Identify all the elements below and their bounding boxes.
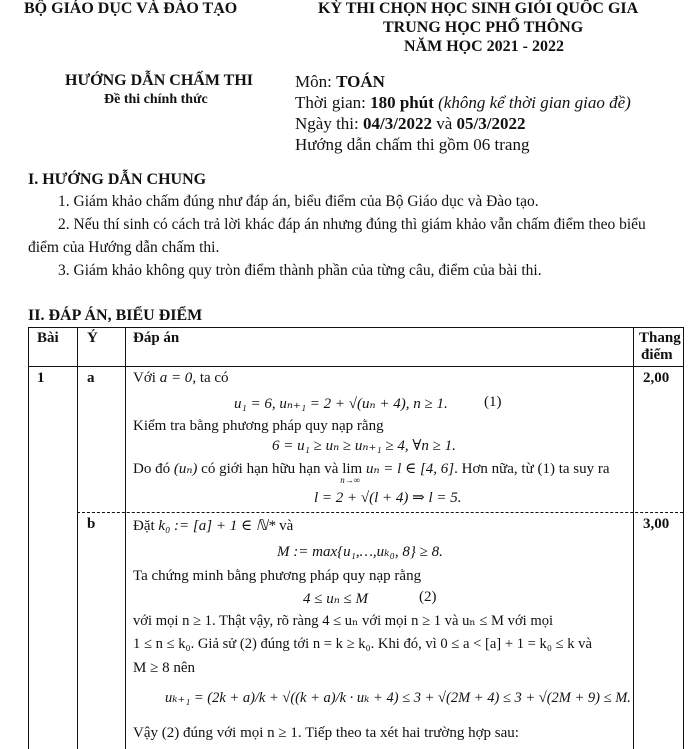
row2-eq1: M := max{u₁,…,uₖ₀, 8} ≥ 8. bbox=[277, 544, 443, 560]
section1-item3: 3. Giám khảo không quy tròn điểm thành phần của từng câu, điểm của bài thi. bbox=[58, 262, 542, 279]
pages-line: Hướng dẫn chấm thi gồm 06 trang bbox=[295, 135, 530, 154]
col-divider bbox=[125, 328, 126, 749]
row2-eq2: 4 ≤ uₙ ≤ M bbox=[303, 591, 369, 607]
row1-eq2: 6 = u₁ ≥ uₙ ≥ uₙ₊₁ ≥ 4, ∀n ≥ 1. bbox=[272, 438, 456, 454]
col-divider bbox=[633, 328, 634, 749]
row2-line9: Vậy (2) đúng với mọi n ≥ 1. Tiếp theo ta xét hai trường hợp sau: bbox=[133, 725, 519, 741]
exam-year: NĂM HỌC 2021 - 2022 bbox=[404, 38, 564, 55]
row-divider-dashed bbox=[77, 512, 683, 513]
time-line: Thời gian: 180 phút (không kể thời gian giao đề) bbox=[295, 93, 631, 112]
row2-score: 3,00 bbox=[643, 516, 670, 532]
row2-line3: Ta chứng minh bằng phương pháp quy nạp rằng bbox=[133, 568, 422, 584]
row1-eq1: u₁ = 6, uₙ₊₁ = 2 + √(uₙ + 4), n ≥ 1. bbox=[234, 396, 448, 412]
row2-line5: với mọi n ≥ 1. Thật vậy, rõ ràng 4 ≤ uₙ với mọi n ≥ 1 và uₙ ≤ M với mọi bbox=[133, 613, 554, 629]
col-header-dapan: Đáp án bbox=[133, 330, 180, 346]
section1-item2a: 2. Nếu thí sinh có cách trả lời khác đáp án nhưng đúng thì giám khảo vẫn chấm điểm theo biểu bbox=[58, 216, 646, 233]
date-line: Ngày thi: 04/3/2022 và 05/3/2022 bbox=[295, 114, 526, 133]
guide-title: HƯỚNG DẪN CHẤM THI bbox=[65, 72, 253, 89]
row1-y: a bbox=[87, 370, 95, 386]
row1-line1: Với a = 0, ta có bbox=[133, 370, 229, 386]
row2-eq3: uₖ₊₁ = (2k + a)/k + √((k + a)/k · uₖ + 4) ≤ 3 + √(2M + 4) ≤ 3 + √(2M + 9) ≤ M. bbox=[165, 690, 631, 706]
row2-line1: Đặt k₀ := [a] + 1 ∈ ℕ* và bbox=[133, 518, 294, 534]
subject-line: Môn: TOÁN bbox=[295, 72, 385, 91]
section2-title: II. ĐÁP ÁN, BIỂU ĐIỂM bbox=[28, 307, 203, 324]
exam-title-line1: KỲ THI CHỌN HỌC SINH GIỎI QUỐC GIA bbox=[318, 0, 639, 17]
row1-line5: Do đó (uₙ) có giới hạn hữu hạn và lim n→∞ uₙ = l ∈ [4, 6]. Hơn nữa, từ (1) ta suy ra bbox=[133, 461, 610, 485]
row2-y: b bbox=[87, 516, 96, 532]
row-divider bbox=[29, 366, 683, 367]
col-header-diem: điểm bbox=[641, 347, 673, 363]
row1-eq1-tag: (1) bbox=[484, 394, 502, 410]
row2-line7: M ≥ 8 nên bbox=[133, 660, 195, 676]
section1-item1: 1. Giám khảo chấm đúng như đáp án, biểu điểm của Bộ Giáo dục và Đào tạo. bbox=[58, 193, 539, 210]
row1-line3: Kiểm tra bằng phương pháp quy nạp rằng bbox=[133, 418, 384, 434]
ministry-name: BỘ GIÁO DỤC VÀ ĐÀO TẠO bbox=[24, 0, 238, 17]
row1-score: 2,00 bbox=[643, 370, 670, 386]
answer-table bbox=[28, 327, 684, 749]
col-header-bai: Bài bbox=[37, 330, 59, 346]
exam-title-line2: TRUNG HỌC PHỔ THÔNG bbox=[383, 19, 584, 36]
section1-title: I. HƯỚNG DẪN CHUNG bbox=[28, 171, 207, 188]
row1-bai: 1 bbox=[37, 370, 45, 386]
row2-eq2-tag: (2) bbox=[419, 589, 437, 605]
col-header-thang: Thang bbox=[639, 330, 681, 346]
official-label: Đề thi chính thức bbox=[104, 92, 208, 107]
col-divider bbox=[77, 328, 78, 749]
row1-eq3: l = 2 + √(l + 4) ⇒ l = 5. bbox=[314, 490, 462, 506]
section1-item2b: điểm của Hướng dẫn chấm thi. bbox=[28, 239, 220, 256]
col-header-y: Ý bbox=[87, 330, 98, 346]
row2-line6: 1 ≤ n ≤ k₀. Giả sử (2) đúng tới n = k ≥ k₀. Khi đó, vì 0 ≤ a < [a] + 1 = k₀ ≤ k và bbox=[133, 636, 592, 652]
